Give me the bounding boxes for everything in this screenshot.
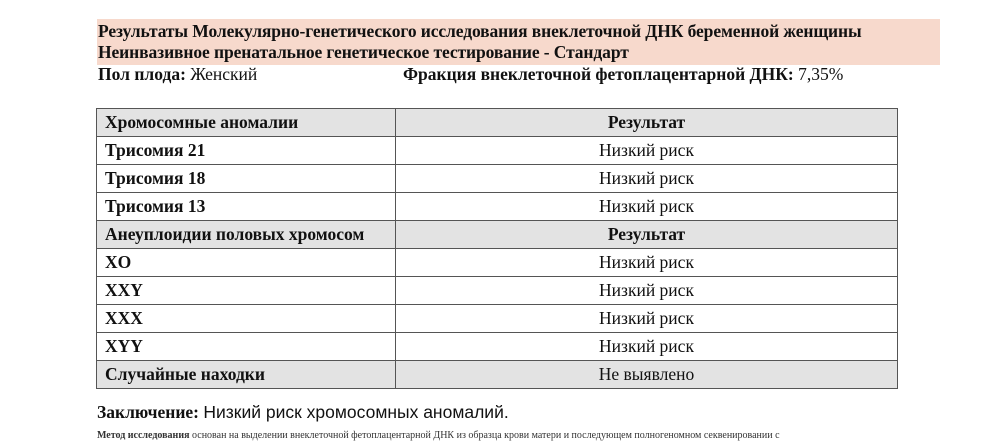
section-header-name: Хромосомные аномалии: [97, 109, 396, 137]
row-name: Трисомия 18: [97, 165, 396, 193]
conclusion-text: Низкий риск хромосомных аномалий.: [203, 402, 509, 422]
table-row: [97, 193, 898, 221]
row-value: Низкий риск: [396, 333, 898, 361]
method-text: основан на выделении внеклеточной фетоплацентарной ДНК из образца крови матери и последующем полногеномном секвенировании с: [192, 430, 780, 441]
table-row: [97, 305, 898, 333]
table-section-header: [97, 109, 898, 137]
fetal-sex: [98, 64, 257, 85]
table-row: [97, 137, 898, 165]
section-header-name: Анеуплоидии половых хромосом: [97, 221, 396, 249]
fetal-fraction: [403, 64, 843, 85]
row-value: Не выявлено: [396, 361, 898, 389]
method-label: Метод исследования: [97, 430, 190, 441]
fetal-sex-label: Пол плода:: [98, 64, 186, 84]
row-value: Низкий риск: [396, 277, 898, 305]
row-value: Низкий риск: [396, 193, 898, 221]
table-section-header: [97, 221, 898, 249]
row-name: Трисомия 13: [97, 193, 396, 221]
report-subtitle: Неинвазивное пренатальное генетическое тестирование - Стандарт: [98, 42, 629, 62]
row-name: Случайные находки: [97, 361, 396, 389]
fetal-fraction-label: Фракция внеклеточной фетоплацентарной ДНК:: [403, 64, 794, 84]
section-header-result: Результат: [396, 221, 898, 249]
row-name: Трисомия 21: [97, 137, 396, 165]
table-row: [97, 333, 898, 361]
report-title: Результаты Молекулярно-генетического исследования внеклеточной ДНК беременной женщины: [98, 21, 862, 41]
row-value: Низкий риск: [396, 249, 898, 277]
row-name: XXX: [97, 305, 396, 333]
fetal-fraction-value: 7,35%: [798, 64, 844, 84]
method-description: [97, 430, 937, 441]
conclusion-label: Заключение:: [97, 402, 199, 422]
row-name: XXY: [97, 277, 396, 305]
table-row-incidental: [97, 361, 898, 389]
table-row: [97, 249, 898, 277]
table-row: [97, 165, 898, 193]
fetal-sex-value: Женский: [190, 64, 258, 84]
row-value: Низкий риск: [396, 165, 898, 193]
row-name: XO: [97, 249, 396, 277]
row-value: Низкий риск: [396, 137, 898, 165]
table-row: [97, 277, 898, 305]
results-table: [96, 108, 898, 389]
section-header-result: Результат: [396, 109, 898, 137]
row-value: Низкий риск: [396, 305, 898, 333]
conclusion: [97, 402, 509, 423]
row-name: XYY: [97, 333, 396, 361]
